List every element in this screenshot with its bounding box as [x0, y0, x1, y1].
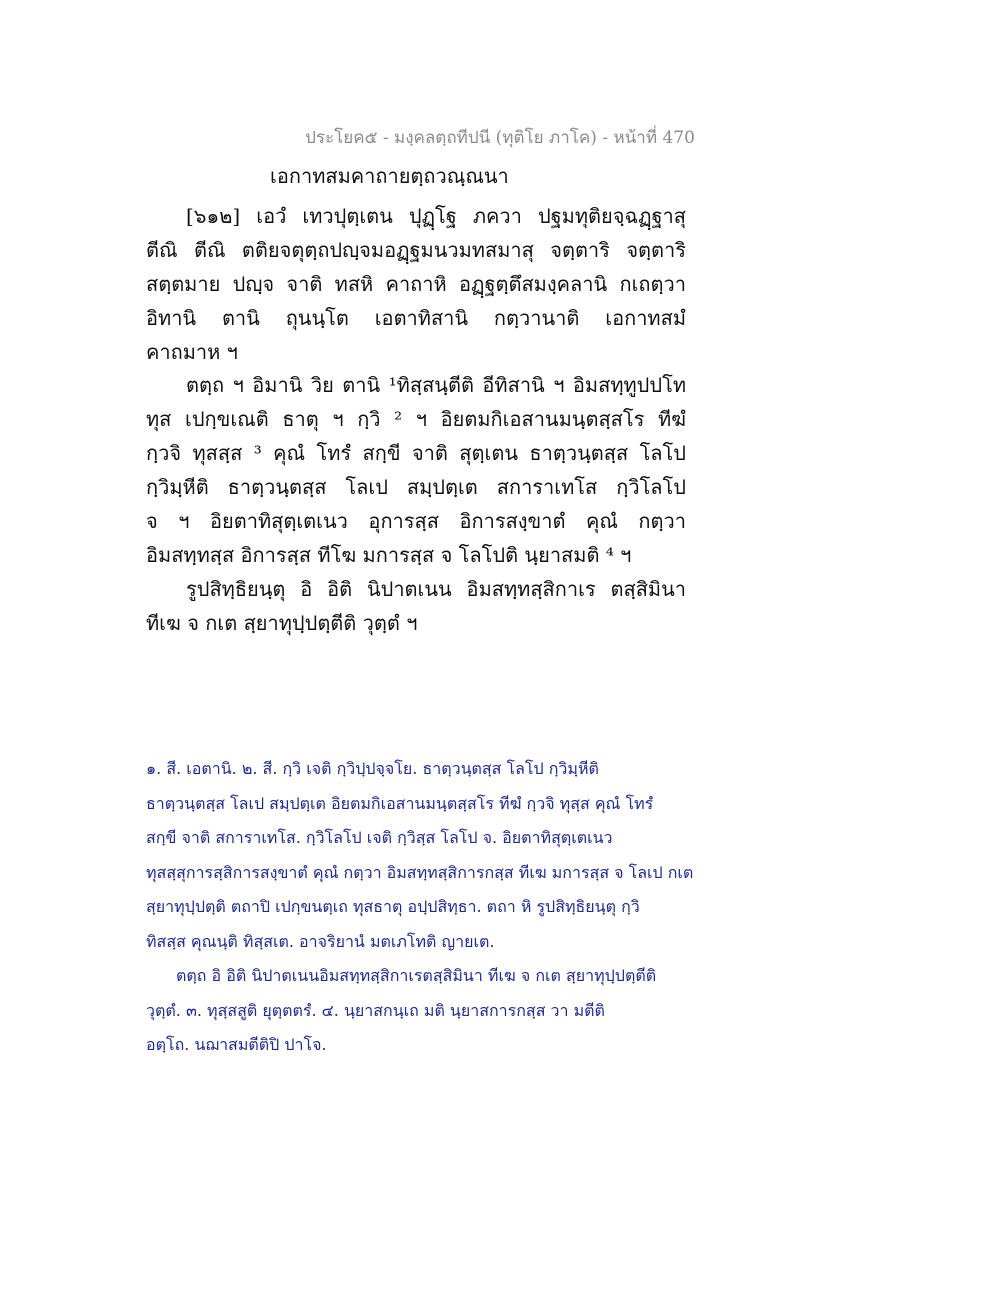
body-line: ตตฺถ ฯ อิมานิ วิย ตานิ ¹ทิสฺสนฺตีติ อีทิสานิ ฯ อิมสทฺทูปปโท: [186, 373, 686, 398]
body-line: ตีณิ ตีณิ ตติยจตุตฺถปญฺจมอฏฺฐมนวมทสมาสุ จตฺตาริ จตฺตาริ: [146, 237, 686, 262]
footnote-line: สฺยาทุปฺปตฺติ ตถาปิ เปกฺขนตฺเถ ทุสธาตุ อปฺปสิทฺธา. ตถา หิ รูปสิทฺธิยนฺตุ กฺวิ: [146, 897, 640, 916]
body-text: [146, 200, 686, 641]
footnote-line: สกฺขี จาติ สการาเทโส. กฺวิโลโป เจติ กฺวิสฺส โลโป จ. อิยตาทิสุตฺเตเนว: [146, 828, 613, 847]
footnote-line: อตฺโถ. นฌาสมตีติปิ ปาโจ.: [146, 1035, 327, 1054]
body-line: จ ฯ อิยตาทิสุตฺเตเนว อุการสฺส อิการสงฺขาตํ คุณํ กตฺวา: [146, 509, 686, 534]
footnote-line: ธาตฺวนฺตสฺส โลเป สมฺปตฺเต อิยตมกิเอสานมนฺตสฺสโร ทีฆํ กฺวจิ ทุสฺส คุณํ โทรํ: [146, 793, 654, 813]
footnote-line: ๑. สี. เอตานิ. ๒. สี. กฺวิ เจติ กฺวิปฺปจฺจโย. ธาตฺวนฺตสฺส โลโป กฺวิมฺหีติ: [146, 759, 599, 778]
body-line: สตฺตมาย ปญฺจ จาติ ทสหิ คาถาหิ อฏฺฐตฺตึสมงฺคลานิ กเถตฺวา: [146, 271, 686, 296]
footnote-line: ทิสสฺส คุณนฺติ ทิสฺสเต. อาจริยานํ มตเภโทติ ญายเต.: [146, 931, 495, 951]
body-line: ทีเฆ จ กเต สฺยาทุปฺปตฺตีติ วุตฺตํ ฯ: [146, 610, 418, 635]
footnote-line: ตตฺถ อิ อิติ นิปาตเนนอิมสทฺทสฺสิกาเรตสฺสิมินา ทีเฆ จ กเต สฺยาทุปฺปตฺตีติ: [176, 966, 657, 985]
footnote-line: วุตฺตํ. ๓. ทุสฺสสูติ ยุตฺตตรํ. ๔. นฺยาสกนฺเถ มติ นฺยาสการกสฺส วา มตีติ: [146, 1000, 605, 1020]
footnote-line: ทุสสฺสุการสฺสิการสงฺขาตํ คุณํ กตฺวา อิมสทฺทสฺสิการกสฺส ทีเฆ มการสฺส จ โลเป กเต: [146, 862, 694, 882]
body-line: อิมสทฺทสฺส อิการสฺส ทีโฆ มการสฺส จ โลโปติ นฺยาสมติ ⁴ ฯ: [146, 542, 632, 567]
section-title: เอกาทสมคาถายตฺถวณฺณนา: [270, 164, 509, 188]
body-line: รูปสิทฺธิยนฺตุ อิ อิติ นิปาตเนน อิมสทฺทสฺสิกาเร ตสฺสิมินา: [186, 576, 686, 601]
body-line: กฺวิมฺหีติ ธาตฺวนฺตสฺส โลเป สมฺปตฺเต สการาเทโส กฺวิโลโป: [146, 475, 686, 500]
footnotes: [146, 752, 726, 1063]
body-line: อิทานิ ตานิ ถุนนฺโต เอตาทิสานิ กตฺวานาติ เอกาทสมํ: [146, 305, 686, 330]
body-line: คาถมาห ฯ: [146, 339, 238, 364]
body-line: ทุส เปกฺขเณติ ธาตุ ฯ กฺวิ ² ฯ อิยตมกิเอสานมนฺตสฺสโร ทีฆํ: [146, 407, 686, 432]
page-header: ประโยค๕ - มงฺคลตฺถทีปนี (ทุติโย ภาโค) - หน้าที่ 470: [305, 128, 695, 148]
body-line: กฺวจิ ทุสสฺส ³ คุณํ โทรํ สกฺขี จาติ สุตฺเตน ธาตฺวนฺตสฺส โลโป: [146, 441, 686, 466]
body-line: [๖๑๒] เอวํ เทวปุตฺเตน ปุฏฺโฐ ภควา ปฐมทุติยจฺฉฏฺฐาสุ: [186, 204, 686, 228]
